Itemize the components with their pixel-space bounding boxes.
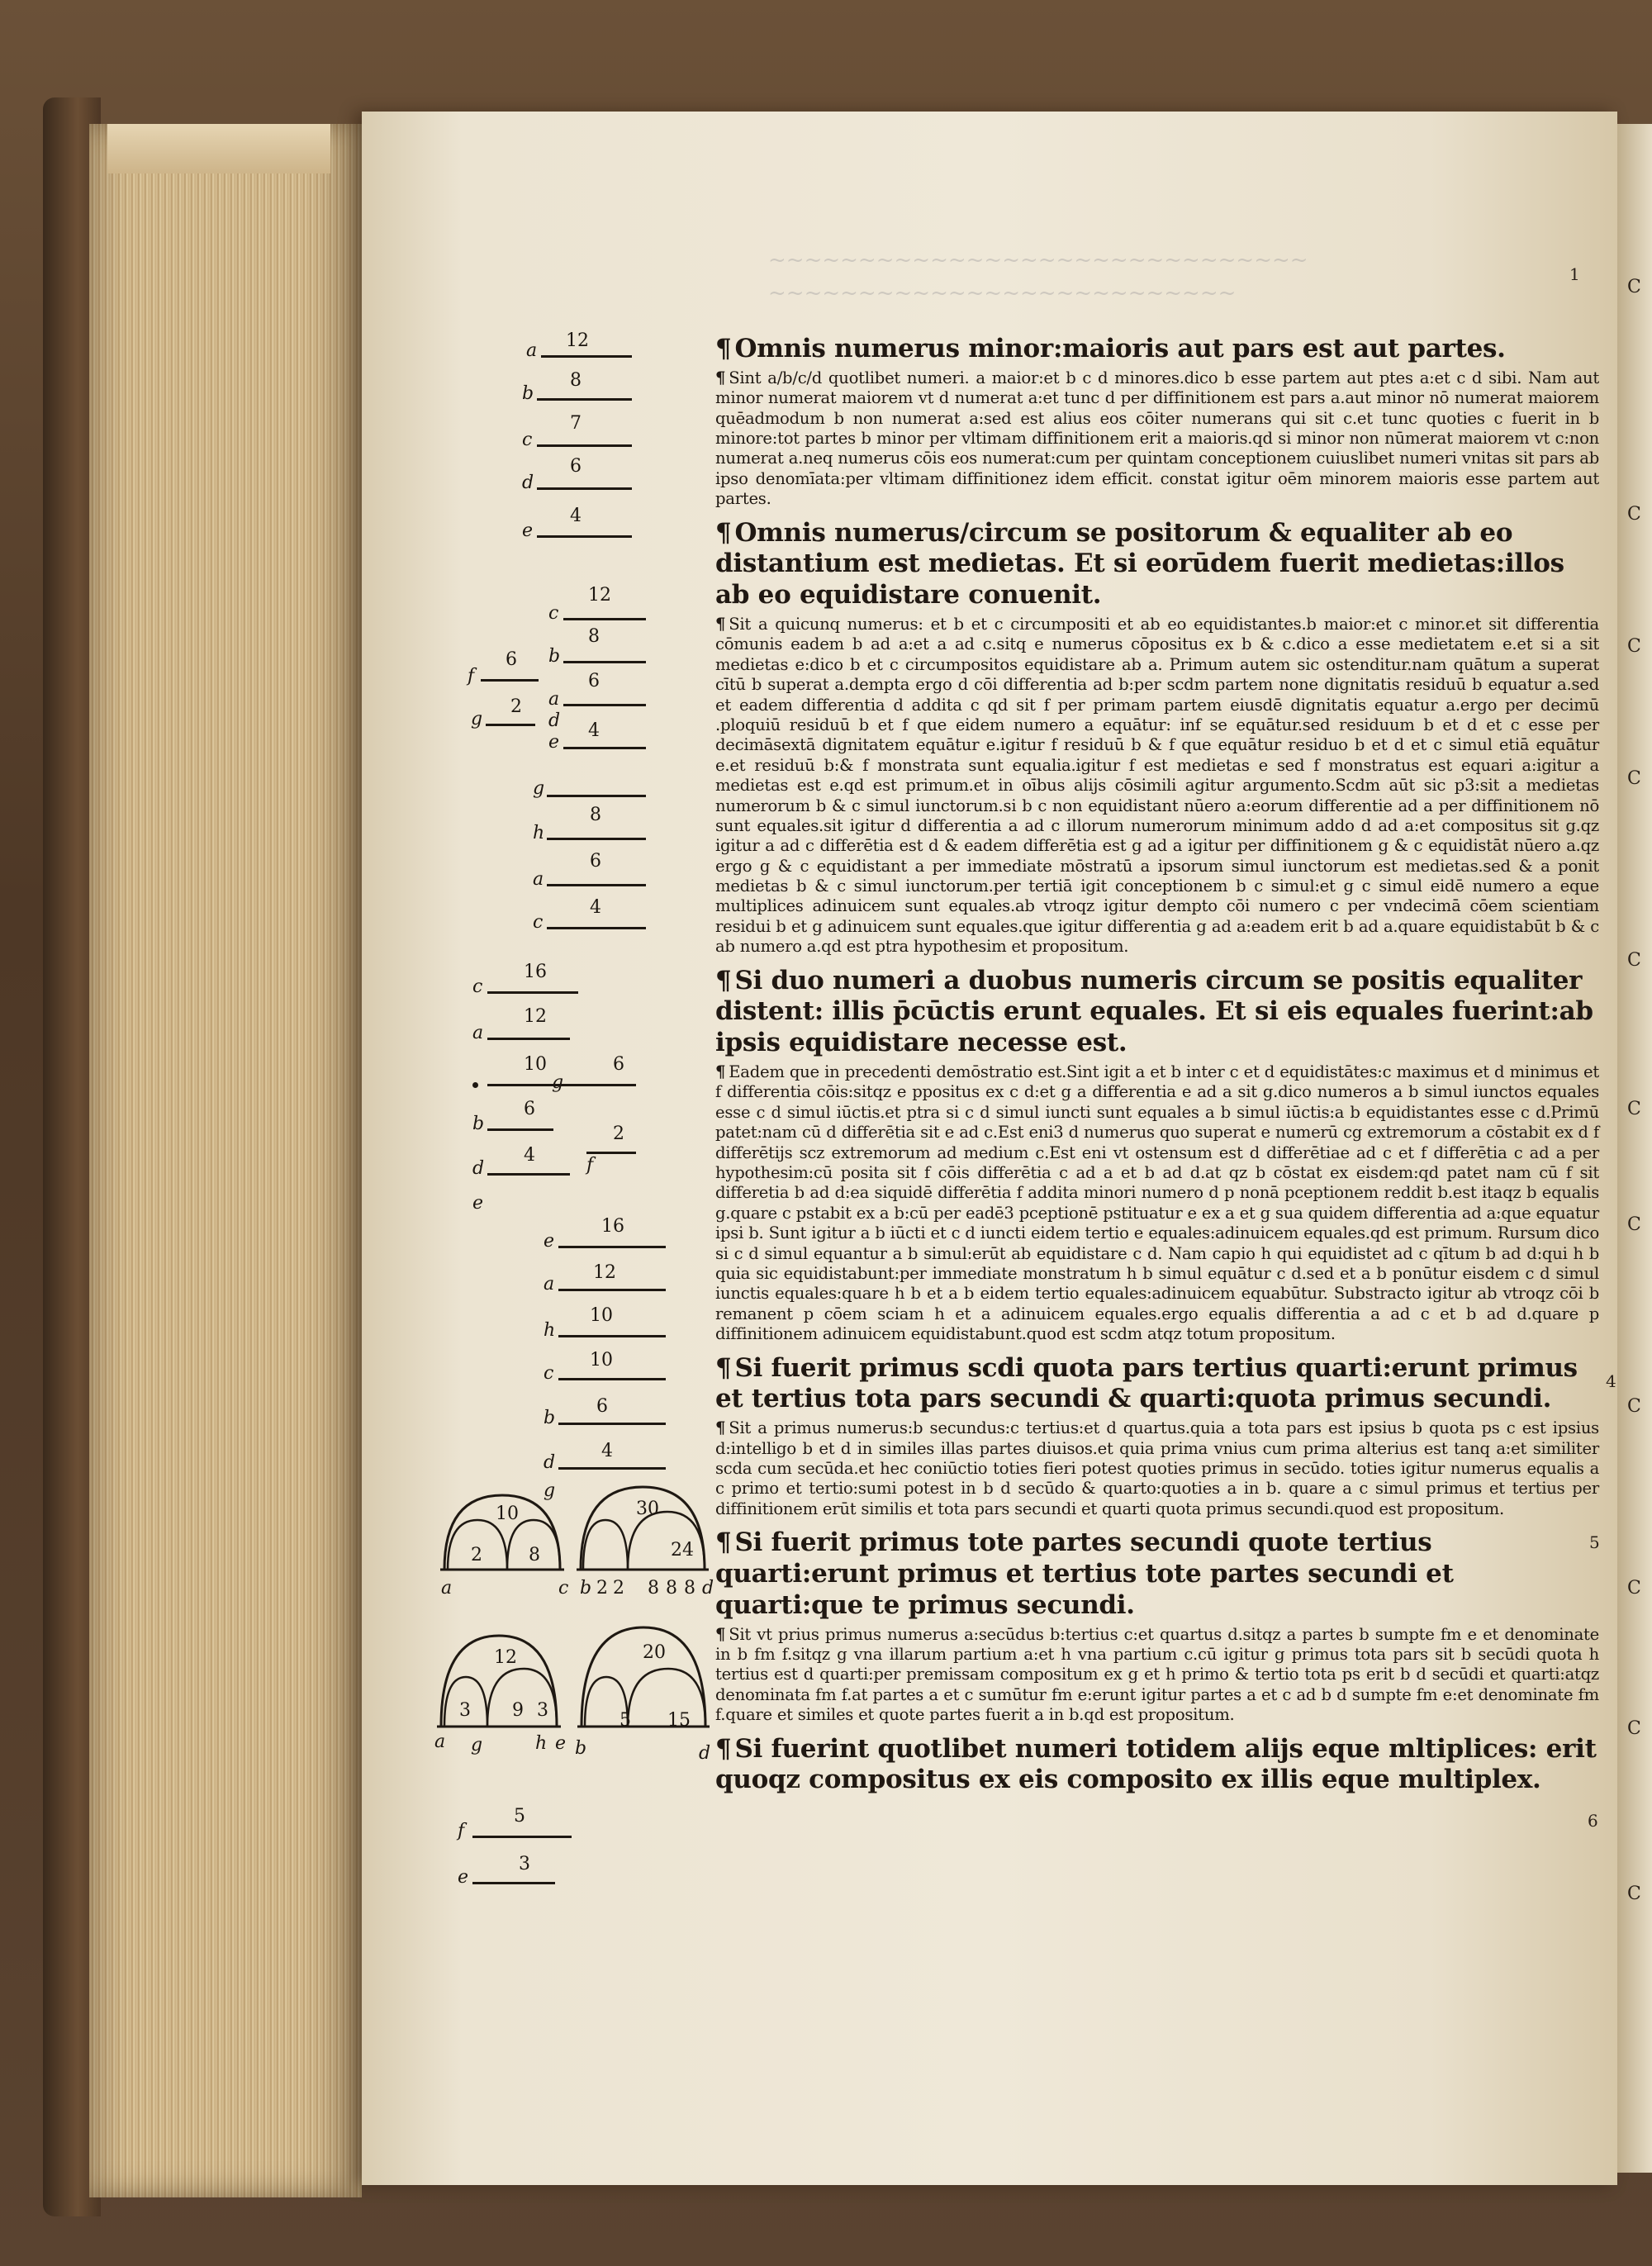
diagram-number: 2 <box>471 1545 482 1565</box>
next-page-initial: C <box>1627 1214 1641 1235</box>
proposition-heading: ¶ Si duo numeri a duobus numeris circum se positis equaliter distent: illis p̄cūctis erunt equales. Et si eis equales fuerint:ab ipsis equidistare necesse est. <box>715 965 1593 1058</box>
proposition-proof: ¶ Eadem que in precedenti demōstratio est.Sint igit a et b inter c et d equidistātes:c maximus et d minimus et f differentia cōis:sitqz e ppositus ex c d:et g a differentia e ad a sit g.dico numeros a b simul iunctos equales esse c d simul iūctis.et ptra si c d simul iuncti sunt equales a b simul iūctis:a b equidistantes esse c d.Primū patet:nam cū d differētia sit e ad c.Est eni3 d numerus quo superat e numerū cg extremorum a cōstabit ex d f differētijs scz extremorum ad medium c.Est eni vt ostensum est d differētiae ad c et f differētia c ad a per hypothesim:cū posita sit f cōis differētia c ad a et b ad d.at qz b cōstat ex eisdem:qd patet nam cū f sit differetia b ad d:ea siquidē differētia f addita minori numero d p nonā pceptionem reddit b.est itaqz b equalis g.quare c pstabit ex a b:cū per eadē3 pceptionē pstituatur e ex a et g sua quidem differentia ad a:que equatur ipsi b. Sunt igitur a b iūcti et c d iuncti eidem tertio e equales:adinuicem equales.qd est primum. Rursum dico si c d simul equantur a b simul:erūt ab equidistare c d. Nam capio h qui equidistet ad c qītum b ad d:qui h b quia sic equidistabunt:per immediate monstratum h b simul equātur c d.sed et a b ponūtur eisdem c d simul iunctis equales:quare h b et a b eidem tertio equales:adinuicem equabūtur. Substracto igitur ab vtroqz cōi b remanent p cōem sciam h et a adinuicem equales.ergo equalis differentia a ad c et b ad d.quare p diffinitionem adinuicem equidistabunt.quod est scdm atqz totum propositum. <box>715 1062 1599 1344</box>
diagram-number: 8 <box>529 1545 540 1565</box>
next-page-initial: C <box>1627 504 1641 525</box>
diagram-label: a <box>548 689 560 710</box>
pilcrow-icon: ¶ <box>715 1624 726 1644</box>
diagram-label: a <box>472 1023 484 1043</box>
diagram-label: d <box>472 1158 485 1179</box>
pilcrow-icon: ¶ <box>715 1733 732 1764</box>
proposition-heading: ¶ Omnis numerus minor:maioris aut pars est aut partes. <box>715 334 1506 363</box>
pilcrow-icon: ¶ <box>715 1527 732 1558</box>
proposition-heading: ¶ Si fuerint quotlibet numeri totidem alijs eque mltiplices: erit quoqz compositus ex eis composito ex illis eque multiplex. <box>715 1733 1597 1795</box>
diagram-label: e <box>522 520 534 541</box>
section <box>715 518 1599 957</box>
diagram-number: 8 <box>570 370 582 391</box>
proposition-proof: ¶ Sit a quicunq numerus: et b et c circumpositi et ab eo equidistantes.b maior:et c minor.et sit differentia cōmunis eadem b ad a:et a ad c.sitq e numerus cōpositus ex b & c.dico a esse medietatem e.et si a sit medietas e:dico b et c circumpositos equidistare ab a. Primum autem sic ostenditur.nam quātum a superat cītū b superat a.dempta ergo d cōi differentia ad b:per scdm partem none dignitatis residuū b equatur a.sed et eadem differentia d addita c qd sit f per primam partem eiusdē dignitatis equatur a.ergo per decimū .ploquiū residuū b et f que eidem numero a equātur: inf se equātur.sed residuum b et d et c esse per decimāsextā dignitatem equātur e.igitur f residuū b & f que equātur residuo b et d et c simul etiā equātur e.et residuū b:& f monstrata sunt equalia.igitur f est medietas e sed f monstratus est equari a:igitur a medietas est e.qd est primum.et in oībus alijs cōsimili agitur argumento.Scdm aūt sic p3:sit a medietas numerorum b & c simul iunctorum.si b c non equidistant nūero a:eorum differentie ad a per diffinitionem nō sunt equales.sit igitur d differentia a ad c illorum numerorum minimum addo d ad a:et compositus sit g.qz igitur a ad c differētia est d & eadem differētia est g ad a igitur per diffinitionem g & c equidistāt nūero a.qz ergo g & c equidistant a per immediate mōstratū a ipsorum simul iunctorum est medietas.sed & a ponit medietas b & c simul iunctorum.per tertiā igit conceptionem b c simul:et g c simul eidē numero a eque multiplices adinuicem sunt equales.ab vtroqz igitur dempto cōi numero c per vndecimā cōem scientiam residui b et g adinuicem sunt equales.que igitur differentia g ad a:eadem erit b ad a.quare equidistabūt b & c ab numero a.qd est ptra hypothesim et propositum. <box>715 614 1599 957</box>
diagram-label: d <box>522 473 534 493</box>
diagram-label: g <box>471 709 483 729</box>
diagram-label: c <box>544 1363 554 1384</box>
proposition-proof: ¶ Sint a/b/c/d quotlibet numeri. a maior:et b c d minores.dico b esse partem aut ptes a:et c d sibi. Nam aut minor numerat maiorem vt d numerat a:et tunc d per diffinitionem est pars a.aut minor nō numerat maiorem quēadmodum b non numerat a:sed est alius eos cōiter numerans qui sit c.et tunc quoties c fuerit in b minore:tot partes b minor per vltimam diffinitionem erit a maioris.qd si minor non nūmerat maiorem vt c:non numerat a.neq numerus cōis eos numerat:cum per quintam conceptionem cuiuslibet numeri vnitas sit pars ab ipso denomīata:per vltimam diffinitionez idem efficit. constat igitur oēm minorem maioris esse partem aut partes. <box>715 368 1599 509</box>
diagram-label: g <box>544 1480 556 1501</box>
diagram-number: 10 <box>590 1305 613 1326</box>
diagram-label: c <box>472 976 483 997</box>
proposition-proof: ¶ Sit a primus numerus:b secundus:c tertius:et d quartus.quia a tota pars est ipsius b quota ps c est ipsius d:intelligo b et d in similes illas partes diuisos.et quia prima vnius cum prima alterius est tanq a:et similiter scda cum secūda.et hec coniūctio toties fieri potest quoties primus in secūdo. toties igitur numerus equalis a c primo et tertio:sumi potest in b d secūdo & quarto:quoties a in b. quare a c simul primus et tertius per diffinitionem erūt similis et tota pars secundi et quarti quota primus secundi.quod est propositum. <box>715 1418 1599 1518</box>
diagram-number: 6 <box>613 1054 624 1075</box>
diagram-label: f <box>586 1155 594 1176</box>
diagram-number: 15 <box>667 1710 691 1731</box>
diagram-number: 2 <box>596 1578 608 1599</box>
diagram-number: 20 <box>643 1642 666 1663</box>
diagram-number: 7 <box>570 413 582 434</box>
section <box>715 966 1599 1345</box>
diagram-label: h <box>535 1733 548 1754</box>
diagram-number: 10 <box>496 1504 519 1524</box>
diagram-label: a <box>533 869 544 890</box>
diagram-label: d <box>544 1452 556 1473</box>
diagram-number: 12 <box>494 1647 517 1668</box>
diagram-number: 4 <box>524 1145 535 1166</box>
diagram-number: 8 <box>666 1578 677 1599</box>
diagram-label: c <box>548 603 559 624</box>
diagram-number: 2 <box>510 696 522 717</box>
diagram-number: 8 <box>588 626 600 647</box>
diagram-label: e <box>555 1733 567 1754</box>
diagram-label: b <box>575 1738 587 1759</box>
diagram-number: 6 <box>506 649 517 670</box>
diagram-label: a <box>441 1578 453 1599</box>
margin-number: 5 <box>1589 1532 1600 1552</box>
diagram-number: 12 <box>593 1262 616 1283</box>
diagram-label: e <box>458 1867 469 1888</box>
diagram-number: 12 <box>566 330 589 351</box>
diagram-label: g <box>552 1072 564 1093</box>
diagram-number: 6 <box>596 1396 608 1417</box>
text-column <box>715 334 1599 1799</box>
pilcrow-icon: ¶ <box>715 614 726 634</box>
next-page-initial: C <box>1627 1578 1641 1599</box>
diagram-number: 2 <box>613 1578 624 1599</box>
proposition-heading: ¶ Si fuerit primus tote partes secundi quote tertius quarti:erunt primus et tertius tote partes secundi et quarti:que te primus secundi. <box>715 1527 1454 1620</box>
diagram-number: 6 <box>570 456 582 477</box>
diagram-number: 4 <box>590 897 601 918</box>
bleed-through-mark: ~~~~~~~~~~~~~~~~~~~~~~~~~~ <box>768 281 1237 306</box>
bleed-through-mark: ~~~~~~~~~~~~~~~~~~~~~~~~~~~~~~ <box>768 248 1308 273</box>
next-page-initial: C <box>1627 768 1641 789</box>
diagram-number: 4 <box>601 1441 613 1461</box>
section <box>715 1353 1599 1520</box>
diagram-number: 6 <box>588 671 600 691</box>
diagram-label: e <box>472 1193 484 1214</box>
diagram-label: e <box>548 732 560 753</box>
page-block-top <box>107 124 330 173</box>
diagram-label: b <box>472 1114 485 1134</box>
diagram-label: b <box>548 646 561 667</box>
diagram-number: 6 <box>524 1099 535 1119</box>
next-page-initial: C <box>1627 950 1641 971</box>
pilcrow-icon: ¶ <box>715 517 732 548</box>
pilcrow-icon: ¶ <box>715 334 732 363</box>
diagram-label: h <box>533 823 545 843</box>
diagram-number: 4 <box>588 720 600 741</box>
proposition-proof: ¶ Sit vt prius primus numerus a:secūdus b:tertius c:et quartus d.sitqz a partes b sumpte fm e et denominate in b fm f.sitqz g vna illarum partium a:et h vna partium c.cū igitur g primus tota pars sit b secūdi quota h tertius est d quarti:per premissam compositum ex g et h primo & tertio tota ps erit b d secūdi et quarti:atqz denominata fm f.at partes a et c sumūtur fm e:erunt igitur partes a et c ad b d sumpte fm e:et denominate fm f.quare et similes et quote partes fuerit a in b.qd est propositum. <box>715 1624 1599 1725</box>
diagram-label: c <box>522 430 533 450</box>
diagram-label: e <box>544 1231 555 1252</box>
diagram-number: 9 <box>512 1700 524 1721</box>
diagram-label: f <box>468 666 475 686</box>
diagram-number: 16 <box>524 962 547 982</box>
diagram-label: a <box>434 1732 446 1752</box>
proposition-heading: ¶ Si fuerit primus scdi quota pars tertius quarti:erunt primus et tertius tota pars secundi & quarti:quota primus secundi. <box>715 1352 1578 1414</box>
next-page-initial: C <box>1627 1884 1641 1904</box>
section <box>715 334 1599 510</box>
diagram-label: b <box>580 1578 592 1599</box>
diagram-number: 24 <box>671 1540 694 1561</box>
next-page-initial: C <box>1627 1396 1641 1417</box>
diagram-label: g <box>533 778 545 799</box>
margin-number: 4 <box>1606 1371 1616 1391</box>
diagram-label: b <box>522 383 534 404</box>
diagram-label: a <box>526 340 538 361</box>
diagram-number: 5 <box>514 1806 525 1827</box>
pilcrow-icon: ¶ <box>715 1418 726 1438</box>
diagram-label: g <box>471 1735 483 1755</box>
next-page-initial: C <box>1627 636 1641 657</box>
diagram-number: 10 <box>524 1054 547 1075</box>
diagram-number: 3 <box>459 1700 471 1721</box>
diagram-label: b <box>544 1408 556 1428</box>
next-page-initial: C <box>1627 277 1641 297</box>
pilcrow-icon: ¶ <box>715 1352 732 1383</box>
diagram-number: 10 <box>590 1350 613 1371</box>
diagram-number: 4 <box>570 506 582 526</box>
diagram-label: d <box>699 1743 711 1764</box>
diagram-number: 5 <box>620 1710 631 1731</box>
diagram-number: 8 <box>590 805 601 825</box>
folio-number: 1 <box>1569 264 1580 284</box>
diagram-label: c <box>558 1578 569 1599</box>
pilcrow-icon: ¶ <box>715 965 732 995</box>
diagram-number: 3 <box>537 1700 548 1721</box>
diagram-number: 16 <box>601 1216 624 1237</box>
diagram-label: f <box>458 1821 465 1841</box>
diagram-number: 8 <box>648 1578 659 1599</box>
diagram-label: d <box>548 710 561 731</box>
page-block-edges <box>89 124 362 2197</box>
diagram-number: 12 <box>524 1006 547 1027</box>
proposition-heading: ¶ Omnis numerus/circum se positorum & equaliter ab eo distantium est medietas. Et si eorūdem fuerit medietas:illos ab eo equidistare conuenit. <box>715 517 1564 610</box>
section <box>715 1734 1599 1797</box>
diagram-label: a <box>544 1274 555 1295</box>
diagram-number: 6 <box>590 851 601 872</box>
next-page-initial: C <box>1627 1099 1641 1119</box>
next-page-initial: C <box>1627 1718 1641 1739</box>
section <box>715 1527 1599 1725</box>
diagram-label: d <box>702 1578 714 1599</box>
diagram-number: 12 <box>588 585 611 606</box>
diagram-label: c <box>533 912 544 933</box>
pilcrow-icon: ¶ <box>715 368 726 387</box>
pilcrow-icon: ¶ <box>715 1062 726 1082</box>
diagram-number: 8 <box>684 1578 695 1599</box>
diagram-label: h <box>544 1320 556 1341</box>
diagram-number: 3 <box>519 1854 530 1874</box>
margin-number: 6 <box>1588 1811 1598 1831</box>
next-page-edge <box>1617 124 1652 2173</box>
diagram-number: 2 <box>613 1123 624 1144</box>
diagram-number: 30 <box>636 1499 659 1519</box>
